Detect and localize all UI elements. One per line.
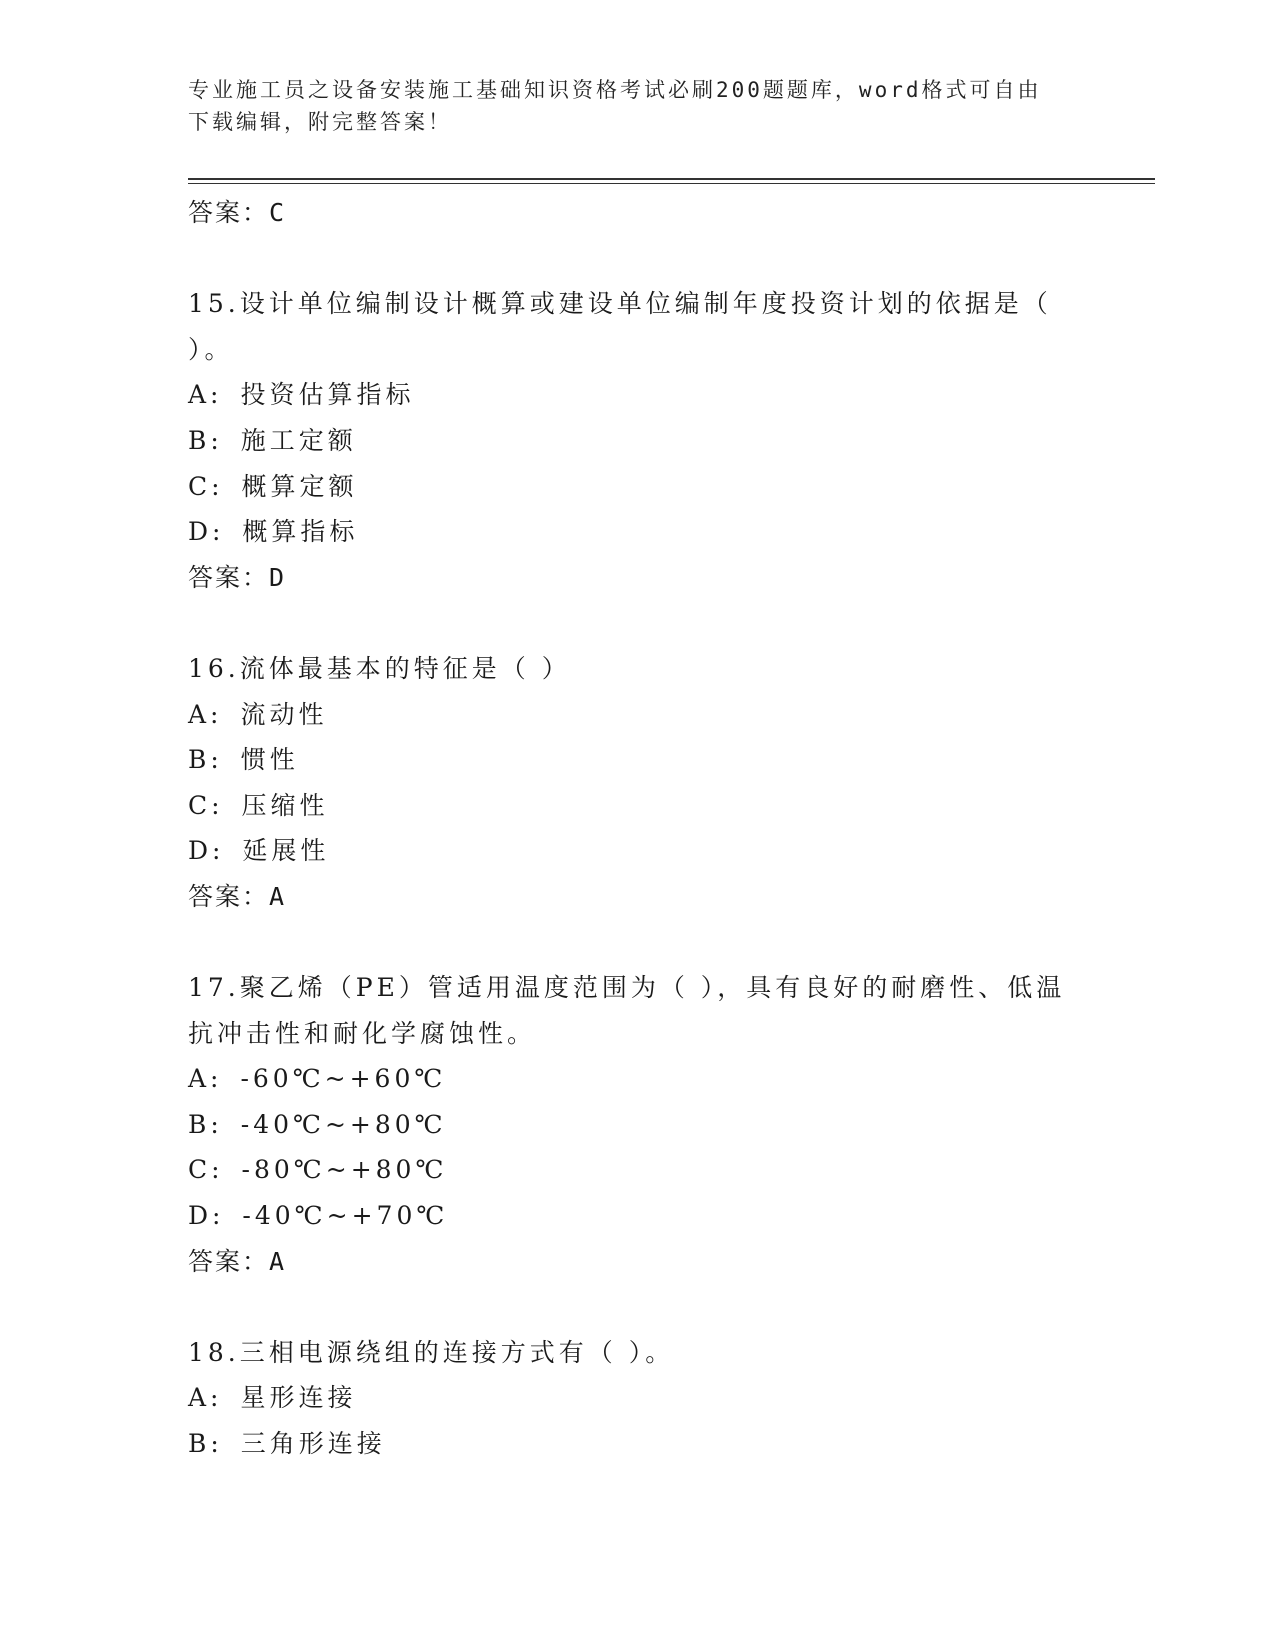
option-label: D: [188,836,225,866]
question-15 [188,281,1088,600]
question-stem-cont: 抗冲击性和耐化学腐蚀性。 [188,1018,537,1048]
question-stem: 17.聚乙烯（PE）管适用温度范围为（ ），具有良好的耐磨性、低温 [188,973,1066,1003]
option-label: A: [188,1383,223,1413]
option-label: D: [188,517,225,547]
question-18 [188,1330,1088,1467]
option-a [188,1056,1088,1102]
option-label: A: [188,1064,223,1094]
answer-line: 答案：A [188,1246,287,1276]
option-c [188,783,1088,829]
answer-line: 答案：D [188,562,287,592]
question-16 [188,646,1088,920]
option-text: -40℃~+80℃ [240,1109,447,1139]
answer-line: 答案：C [188,198,287,227]
answer-line: 答案：A [188,881,287,911]
question-stem-cont: ）。 [188,334,234,364]
option-label: B: [188,1429,223,1459]
option-text: 投资估算指标 [240,380,415,410]
header-line-2: 下载编辑，附完整答案！ [188,110,452,134]
question-stem: 16.流体最基本的特征是（ ） [188,653,571,683]
option-d [188,509,1088,555]
header-divider-thin [188,183,1155,184]
option-text: 延展性 [242,836,330,866]
option-b [188,418,1088,464]
option-text: 压缩性 [241,790,329,820]
option-text: -60℃~+60℃ [240,1064,447,1094]
option-text: 三角形连接 [240,1429,386,1459]
option-b [188,1421,1088,1467]
option-label: D: [188,1201,225,1231]
option-a [188,372,1088,418]
option-text: 概算指标 [242,517,359,547]
header-line-1: 专业施工员之设备安装施工基础知识资格考试必刷200题题库，word格式可自由 [188,78,1042,102]
option-label: B: [188,425,223,455]
option-b [188,737,1088,783]
option-c [188,464,1088,510]
option-d [188,828,1088,874]
option-text: -40℃~+70℃ [242,1201,449,1231]
option-label: B: [188,1109,223,1139]
option-text: 概算定额 [241,471,358,501]
option-label: C: [188,790,224,820]
option-label: C: [188,471,224,501]
header-divider-thick [188,178,1155,180]
option-label: A: [188,699,223,729]
option-label: B: [188,745,223,775]
option-label: A: [188,380,223,410]
option-b [188,1102,1088,1148]
question-17 [188,965,1088,1284]
option-a [188,1375,1088,1421]
option-text: 流动性 [240,699,328,729]
option-text: 星形连接 [240,1383,357,1413]
option-d [188,1193,1088,1239]
option-label: C: [188,1155,224,1185]
document-header [188,74,1068,138]
option-text: 惯性 [240,745,299,775]
option-text: 施工定额 [240,425,357,455]
question-stem: 18.三相电源绕组的连接方式有（ ）。 [188,1337,675,1367]
option-c [188,1147,1088,1193]
question-list [188,190,1088,1467]
question-stem: 15.设计单位编制设计概算或建设单位编制年度投资计划的依据是（ [188,289,1052,319]
option-text: -80℃~+80℃ [241,1155,448,1185]
option-a [188,692,1088,738]
